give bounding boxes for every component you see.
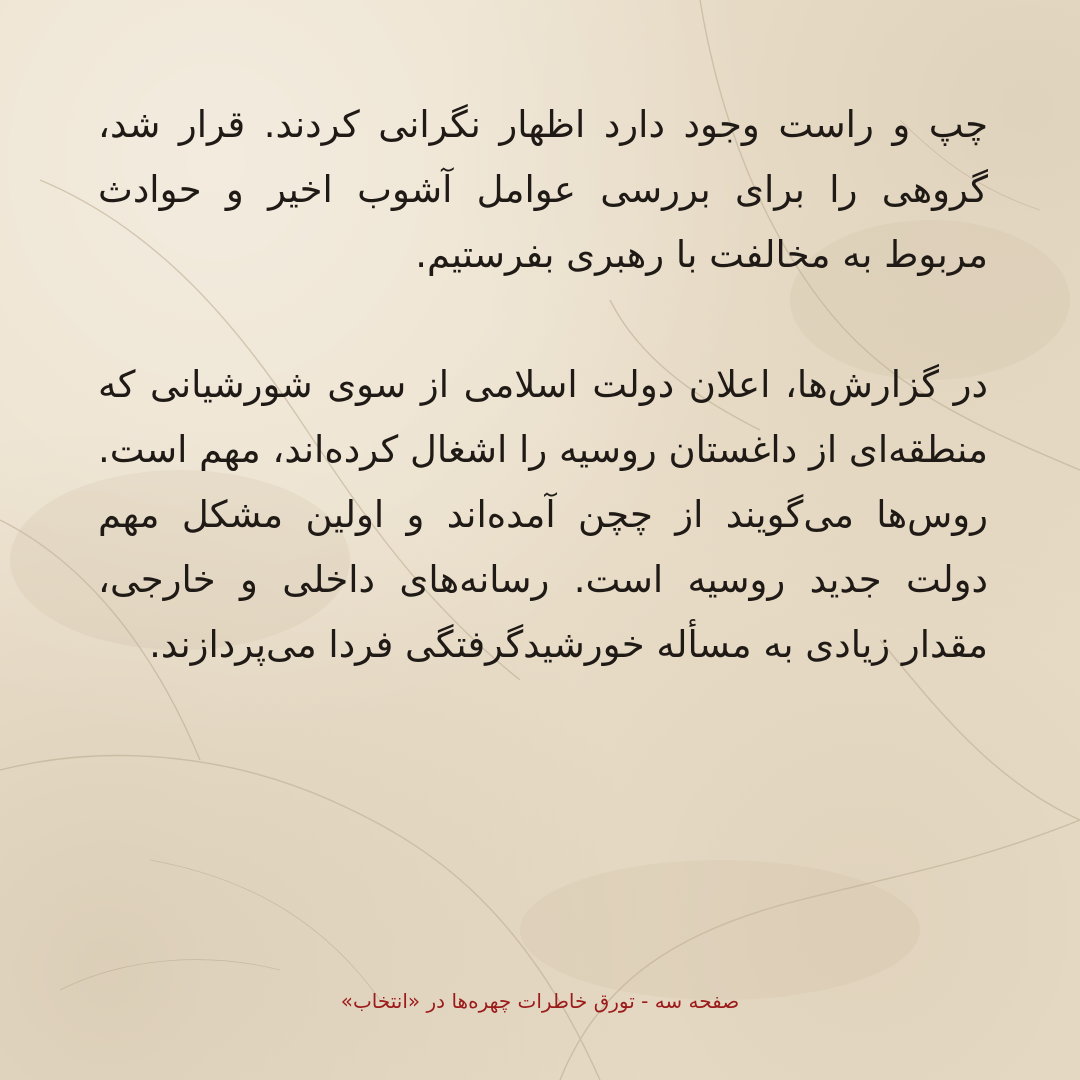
paragraph-1: چپ و راست وجود دارد اظهار نگرانی کردند. قرار شد، گروهی را برای بررسی عوامل آشوب اخیر و حوادث مربوط به مخالفت با رهبری بفرستیم. <box>98 103 988 276</box>
paragraph-2: در گزارش‌ها، اعلان دولت اسلامی از سوی شورشیانی که منطقه‌ای از داغستان روسیه را اشغال کرده‌اند، مهم است. روس‌ها می‌گویند از چچن آمده‌اند و اولین مشکل مهم دولت جدید روسیه است. رسانه‌های داخلی و خارجی، مقدار زیادی به مسأله خورشیدگرفتگی فردا می‌پردازند. <box>98 363 988 666</box>
article-body <box>98 92 988 677</box>
footer-caption: صفحه سه - تورق خاطرات چهره‌ها در «انتخاب» <box>340 989 740 1013</box>
